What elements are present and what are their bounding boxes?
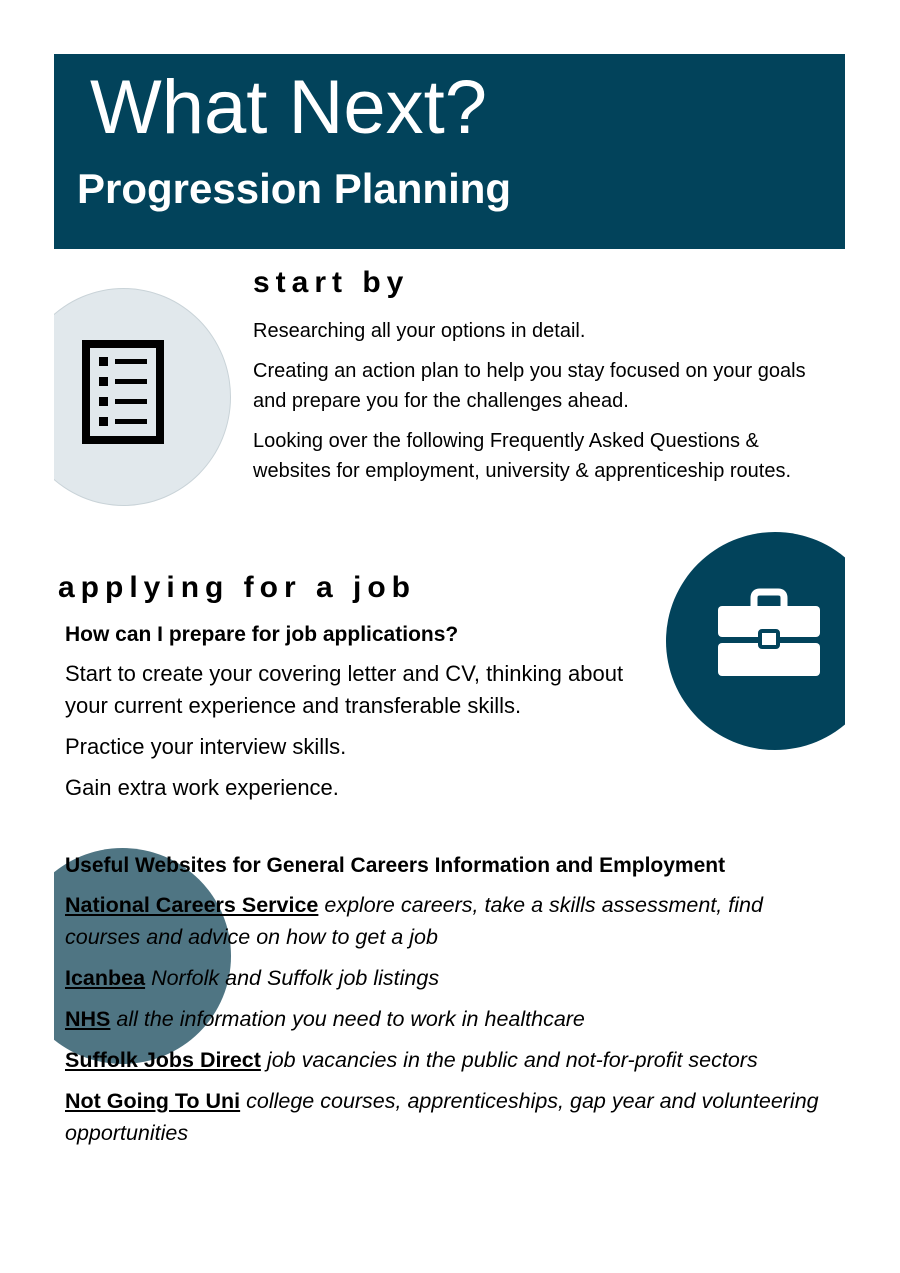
website-link-national-careers-service[interactable]: National Careers Service <box>65 893 319 917</box>
website-link-suffolk-jobs-direct[interactable]: Suffolk Jobs Direct <box>65 1048 261 1072</box>
websites-section <box>65 851 835 1158</box>
start-paragraph: Creating an action plan to help you stay focused on your goals and prepare you for the challenges ahead. <box>253 360 806 412</box>
start-paragraph: Looking over the following Frequently Asked Questions & websites for employment, university & apprenticeship routes. <box>253 430 792 482</box>
website-link-nhs[interactable]: NHS <box>65 1007 111 1031</box>
page-title: What Next? <box>90 65 488 150</box>
briefcase-icon <box>716 588 822 678</box>
website-item <box>65 1044 835 1076</box>
job-question: How can I prepare for job applications? <box>65 623 459 646</box>
start-paragraph: Researching all your options in detail. <box>253 320 586 342</box>
job-paragraph: Practice your interview skills. <box>65 734 347 759</box>
job-body <box>65 620 665 813</box>
website-link-not-going-to-uni[interactable]: Not Going To Uni <box>65 1089 241 1113</box>
website-link-icanbea[interactable]: Icanbea <box>65 966 146 990</box>
checklist-icon <box>82 340 164 444</box>
website-item <box>65 1003 835 1035</box>
page-subtitle: Progression Planning <box>77 165 512 212</box>
website-item <box>65 962 835 994</box>
website-description: college courses, apprenticeships, gap year and volunteering opportunities <box>65 1089 819 1145</box>
briefcase-circle <box>666 532 845 750</box>
website-description: job vacancies in the public and not-for-profit sectors <box>266 1048 758 1072</box>
website-description: all the information you need to work in healthcare <box>116 1007 585 1031</box>
website-item <box>65 1085 835 1149</box>
website-description: explore careers, take a skills assessment, find courses and advice on how to get a job <box>65 893 763 949</box>
checklist-circle <box>54 288 231 506</box>
websites-title: Useful Websites for General Careers Information and Employment <box>65 854 726 877</box>
job-paragraph: Gain extra work experience. <box>65 775 339 800</box>
website-item <box>65 889 835 953</box>
job-heading: applying for a job <box>58 571 417 604</box>
start-body <box>253 316 823 496</box>
job-paragraph: Start to create your covering letter and CV, thinking about your current experience and transferable skills. <box>65 661 624 718</box>
start-heading: start by <box>253 266 410 299</box>
website-description: Norfolk and Suffolk job listings <box>151 966 440 990</box>
